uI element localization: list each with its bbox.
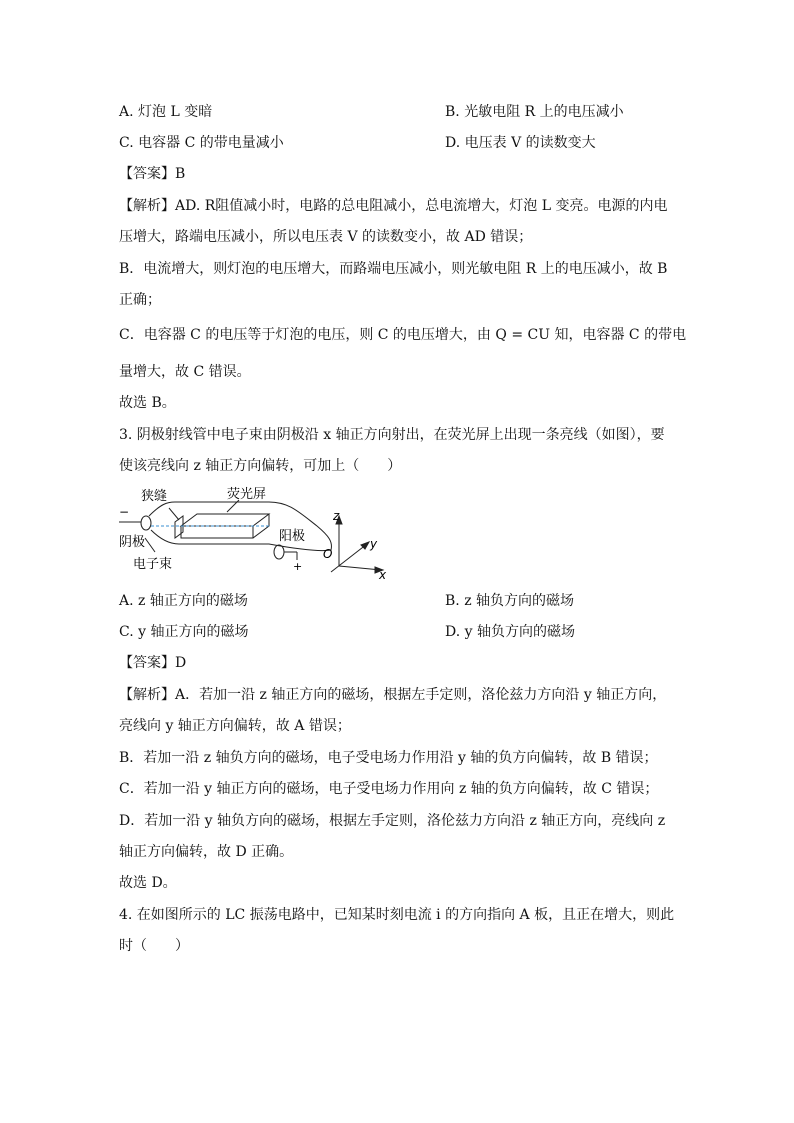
- q3-option-d: D. y 轴负方向的磁场: [445, 624, 575, 640]
- screen-label: 荧光屏: [227, 487, 267, 502]
- q2-analysis-line-4: 正确；: [119, 292, 161, 308]
- q2-analysis-line-6: 量增大，故 C 错误。: [119, 364, 251, 380]
- q2-conclusion: 故选 B。: [119, 395, 176, 411]
- q3-answer: 【答案】D: [119, 655, 187, 671]
- q4-stem-line-1: 4. 在如图所示的 LC 振荡电路中，已知某时刻电流 i 的方向指向 A 板，且正在增大，则此: [119, 907, 675, 923]
- q3-analysis-line-1: 【解析】A．若加一沿 z 轴正方向的磁场，根据左手定则，洛伦兹力方向沿 y 轴正方向，: [119, 687, 667, 703]
- cathode-label: 阴极: [119, 535, 146, 550]
- q3-option-c: C. y 轴正方向的磁场: [119, 624, 249, 640]
- q3-stem-line-1: 3. 阴极射线管中电子束由阴极沿 x 轴正方向射出，在荧光屏上出现一条亮线（如图），要: [119, 427, 665, 443]
- screen-front: [181, 526, 253, 538]
- q3-analysis-line-5: D．若加一沿 y 轴负方向的磁场，根据左手定则，洛伦兹力方向沿 z 轴正方向，亮线向 z: [119, 813, 666, 829]
- q3-option-a: A. z 轴正方向的磁场: [119, 593, 248, 609]
- screen-top: [181, 514, 269, 526]
- q3-analysis-line-6: 轴正方向偏转，故 D 正确。: [119, 844, 294, 860]
- anode-label: 阳极: [279, 529, 306, 544]
- cathode-ray-tube-figure: [119, 486, 399, 580]
- q3-analysis-line-4: C．若加一沿 y 轴正方向的磁场，电子受电场力作用向 z 轴的负方向偏转，故 C 错误；: [119, 781, 659, 797]
- q3-analysis-line-3: B．若加一沿 z 轴负方向的磁场，电子受电场力作用沿 y 轴的负方向偏转，故 B 错误；: [119, 750, 658, 766]
- plus-sign: +: [293, 560, 303, 573]
- cathode-cylinder: [141, 516, 151, 530]
- q3-option-b: B. z 轴负方向的磁场: [445, 593, 575, 609]
- q2-analysis-line-3: B．电流增大，则灯泡的电压增大，而路端电压减小，则光敏电阻 R 上的电压减小，故 B: [119, 261, 668, 277]
- q3-analysis-line-2: 亮线向 y 轴正方向偏转，故 A 错误；: [119, 718, 351, 734]
- x-axis-label: x: [379, 568, 387, 580]
- electron-beam-label: 电子束: [133, 557, 173, 572]
- q2-answer: 【答案】B: [119, 166, 186, 182]
- q2-analysis-line-1: 【解析】AD. R阻值减小时，电路的总电阻减小，总电流增大，灯泡 L 变亮。电源的内电: [119, 198, 668, 214]
- q3-stem-line-2: 使该亮线向 z 轴正方向偏转，可加上（ ）: [119, 458, 402, 474]
- q2-option-a: A. 灯泡 L 变暗: [119, 104, 213, 120]
- q2-analysis-line-2: 压增大，路端电压减小，所以电压表 V 的读数变小，故 AD 错误；: [119, 229, 533, 245]
- q2-option-d: D. 电压表 V 的读数变大: [445, 135, 596, 151]
- q4-stem-line-2: 时（ ）: [119, 938, 189, 954]
- q3-conclusion: 故选 D。: [119, 875, 177, 891]
- minus-sign: −: [119, 505, 130, 519]
- q2-option-b: B. 光敏电阻 R 上的电压减小: [445, 104, 624, 120]
- anode-cylinder: [274, 545, 284, 559]
- slit-label: 狭缝: [141, 489, 168, 504]
- q2-analysis-line-5: C．电容器 C 的电压等于灯泡的电压，则 C 的电压增大，由 Q = CU 知，电容器 C 的带电: [119, 327, 687, 343]
- y-axis-label: y: [370, 537, 378, 551]
- q2-option-c: C. 电容器 C 的带电量减小: [119, 135, 284, 151]
- origin-label: O: [323, 547, 333, 561]
- z-axis-label: z: [333, 509, 340, 523]
